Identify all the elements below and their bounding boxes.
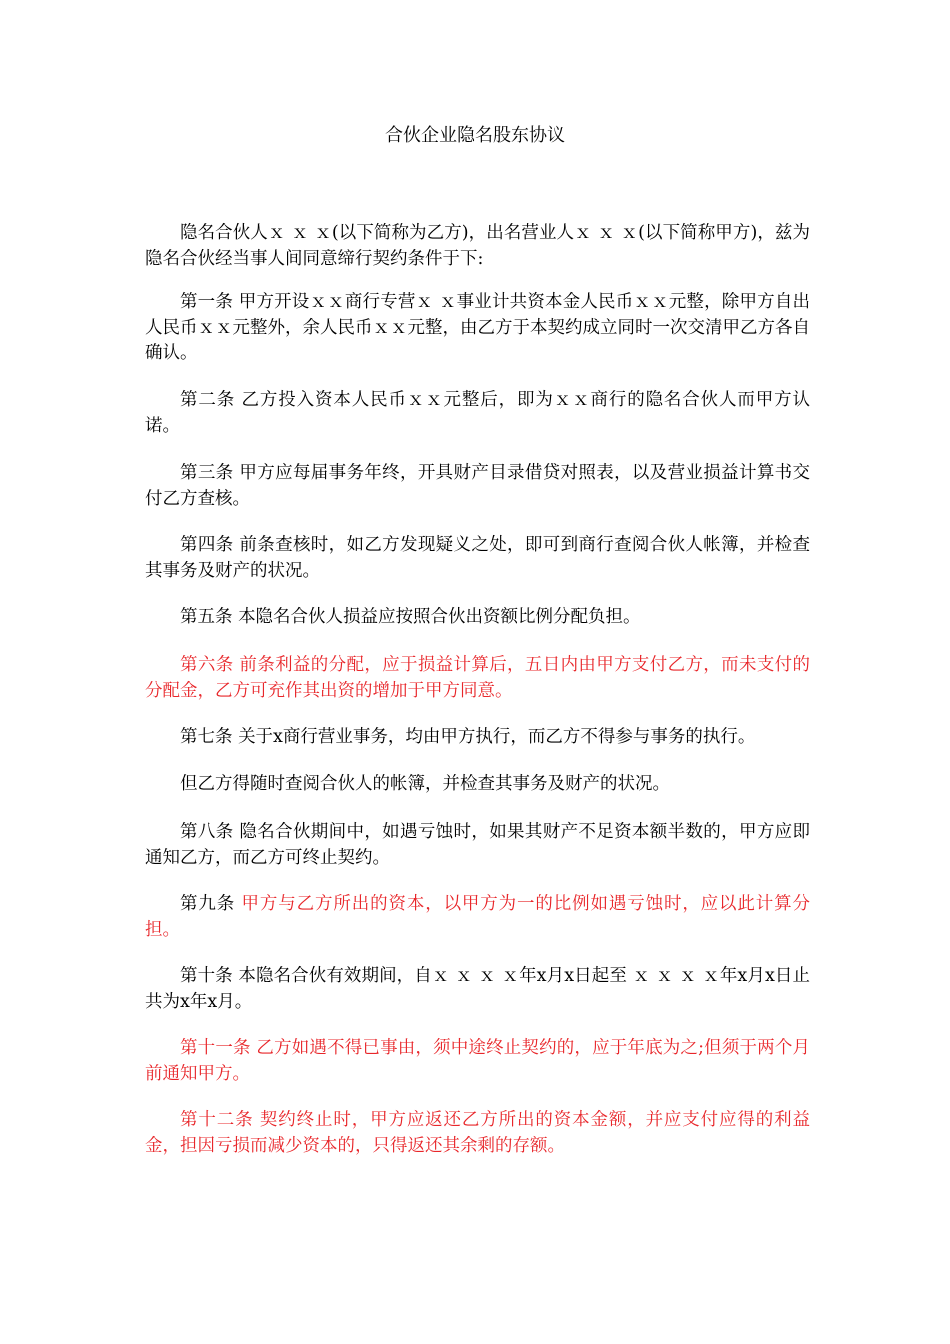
article-5: 第五条 本隐名合伙人损益应按照合伙出资额比例分配负担。 — [180, 607, 641, 627]
article-7-continuation: 但乙方得随时查阅合伙人的帐簿，并检查其事务及财产的状况。 — [180, 774, 670, 794]
article-1: 第一条 甲方开设ｘｘ商行专营ｘ ｘ事业计共资本金人民币ｘｘ元整，除甲方自出人民币ｘｘ元整外，余人民币ｘｘ元整，由乙方于本契约成立同时一次交清甲乙方各自确认。 — [145, 292, 810, 363]
article-8: 第八条 隐名合伙期间中，如遇亏蚀时，如果其财产不足资本额半数的，甲方应即通知乙方，而乙方可终止契约。 — [145, 822, 810, 868]
article-7: 第七条 关于x商行营业事务，均由甲方执行，而乙方不得参与事务的执行。 — [180, 727, 756, 747]
article-11: 第十一条 乙方如遇不得已事由，须中途终止契约的，应于年底为之;但须于两个月前通知甲方。 — [145, 1038, 810, 1084]
article-4: 第四条 前条查核时，如乙方发现疑义之处，即可到商行查阅合伙人帐簿，并检查其事务及财产的状况。 — [145, 535, 810, 581]
intro-paragraph: 隐名合伙人ｘ ｘ ｘ(以下简称为乙方)，出名营业人ｘ ｘ ｘ(以下简称甲方)，兹为隐名合伙经当事人间同意缔行契约条件于下: — [145, 223, 810, 269]
article-10: 第十条 本隐名合伙有效期间，自ｘ ｘ ｘ ｘ年x月x日起至 ｘ ｘ ｘ ｘ年x月x日止共为x年x月。 — [145, 966, 810, 1012]
document-title: 合伙企业隐名股东协议 — [385, 125, 565, 146]
article-6: 第六条 前条利益的分配，应于损益计算后，五日内由甲方支付乙方，而未支付的分配金，乙方可充作其出资的增加于甲方同意。 — [145, 655, 810, 701]
article-9-text: 甲方与乙方所出的资本，以甲方为一的比例如遇亏蚀时，应以此计算分担。 — [145, 894, 811, 940]
article-3: 第三条 甲方应每届事务年终，开具财产目录借贷对照表，以及营业损益计算书交付乙方查核。 — [145, 463, 810, 509]
article-9 — [145, 892, 810, 943]
article-2: 第二条 乙方投入资本人民币ｘｘ元整后，即为ｘｘ商行的隐名合伙人而甲方认诺。 — [145, 390, 810, 436]
article-9-label: 第九条 — [180, 894, 236, 914]
article-12: 第十二条 契约终止时，甲方应返还乙方所出的资本金额，并应支付应得的利益金，担因亏损而减少资本的，只得返还其余剩的存额。 — [145, 1110, 810, 1156]
